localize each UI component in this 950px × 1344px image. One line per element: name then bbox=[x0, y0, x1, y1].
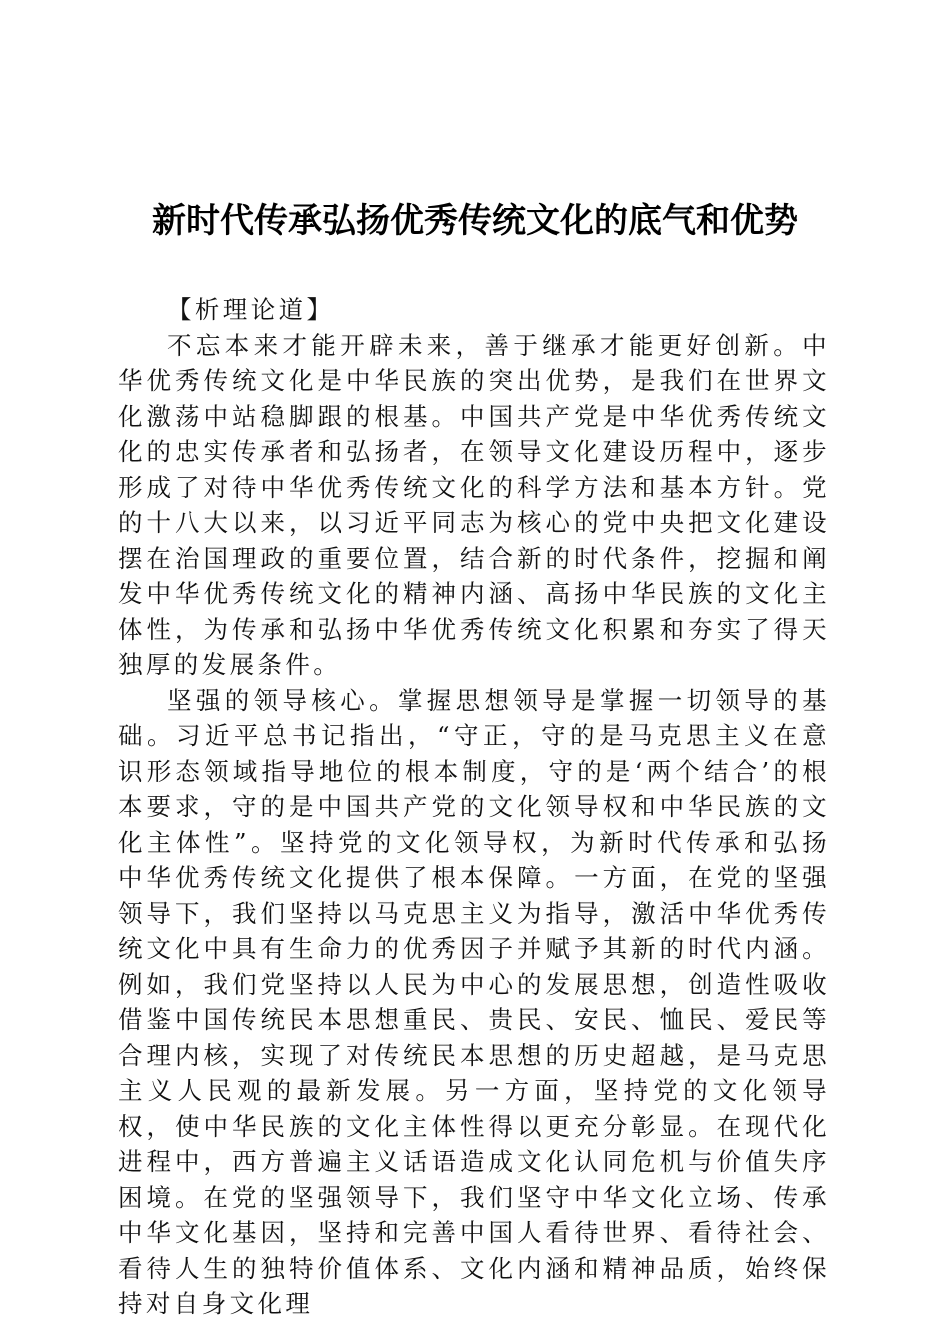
paragraph-2: 坚强的领导核心。掌握思想领导是掌握一切领导的基础。习近平总书记指出，“守正，守的是马克思主义在意识形态领域指导地位的根本制度，守的是‘两个结合’的根本要求，守的是中国共产党的文化领导权和中华民族的文化主体性”。坚持党的文化领导权，为新时代传承和弘扬中华优秀传统文化提供了根本保障。一方面，在党的坚强领导下，我们坚持以马克思主义为指导，激活中华优秀传统文化中具有生命力的优秀因子并赋予其新的时代内涵。例如，我们党坚持以人民为中心的发展思想，创造性吸收借鉴中国传统民本思想重民、贵民、安民、恤民、爱民等合理内核，实现了对传统民本思想的历史超越，是马克思主义人民观的最新发展。另一方面，坚持党的文化领导权，使中华民族的文化主体性得以更充分彰显。在现代化进程中，西方普遍主义话语造成文化认同危机与价值失序困境。在党的坚强领导下，我们坚守中华文化立场、传承中华文化基因，坚持和完善中国人看待世界、看待社会、看待人生的独特价值体系、文化内涵和精神品质，始终保持对自身文化理 bbox=[118, 685, 830, 1318]
section-label: 【析理论道】 bbox=[167, 295, 335, 324]
paragraph-1: 不忘本来才能开辟未来，善于继承才能更好创新。中华优秀传统文化是中华民族的突出优势，是我们在世界文化激荡中站稳脚跟的根基。中国共产党是中华优秀传统文化的忠实传承者和弘扬者，在领导文化建设历程中，逐步形成了对待中华优秀传统文化的科学方法和基本方针。党的十八大以来，以习近平同志为核心的党中央把文化建设摆在治国理政的重要位置，结合新的时代条件，挖掘和阐发中华优秀传统文化的精神内涵、高扬中华民族的文化主体性，为传承和弘扬中华优秀传统文化积累和夯实了得天独厚的发展条件。 bbox=[118, 330, 830, 679]
document-body bbox=[118, 292, 830, 1322]
document-title: 新时代传承弘扬优秀传统文化的底气和优势 bbox=[152, 201, 798, 241]
